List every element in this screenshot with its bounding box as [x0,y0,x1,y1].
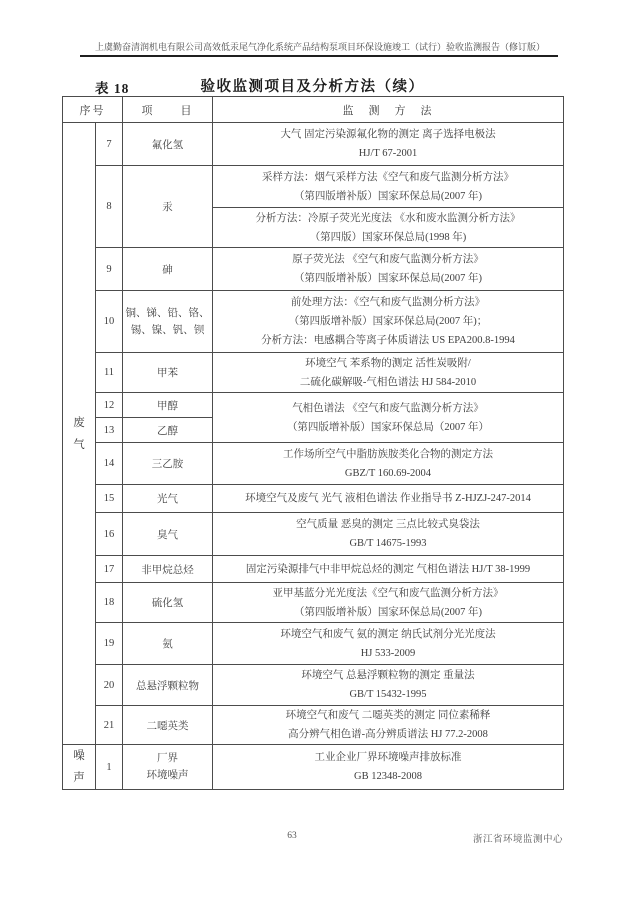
row-no-cell: 13 [96,418,123,443]
item-line: 环境噪声 [146,770,189,781]
column-header-no: 序号 [63,97,123,123]
table-row [63,123,564,166]
method-line: HJ/T 67-2001 [358,148,418,159]
page-header-title: 上虞勤奋清润机电有限公司高效低汞尾气净化系统产品结构泵项目环保设施竣工（试行）验收监测报告（修订版） [94,42,545,52]
monitoring-methods-table [62,96,564,790]
row-method-cell [213,123,564,166]
column-header-item: 项 目 [123,97,213,123]
row-item-cell: 臭气 [123,513,213,556]
method-line: 二硫化碳解吸-气相色谱法 HJ 584-2010 [299,376,477,388]
row-item-cell [123,291,213,353]
row-no-cell: 11 [96,353,123,393]
category-cell-noise [63,745,96,790]
table-row [63,443,564,485]
method-line: 亚甲基蓝分光光度法《空气和废气监测分析方法》 [272,587,504,599]
item-line: 厂界 [157,753,178,764]
row-method-cell [213,513,564,556]
method-line: 环境空气和废气 二噁英类的测定 同位素稀释 [285,710,491,721]
row-no-cell: 16 [96,513,123,556]
method-line: 环境空气 总悬浮颗粒物的测定 重量法 [301,670,475,681]
method-line: 环境空气 苯系物的测定 活性炭吸附/ [305,357,471,369]
row-method-cell [213,556,564,583]
table-row [63,353,564,393]
method-line: （第四版增补版）国家环保总局(2007 年) [293,606,483,618]
row-no-cell: 18 [96,583,123,623]
row-item-cell: 总悬浮颗粒物 [123,665,213,706]
table-row [63,248,564,291]
method-line: 工作场所空气中脂肪族胺类化合物的测定方法 [283,448,493,460]
table-row [63,513,564,556]
method-line: （第四版增补版）国家环保总局(2007 年)； [288,316,488,327]
row-method-cell [213,443,564,485]
table-header-row [63,97,564,123]
row-item-cell: 光气 [123,485,213,513]
category-label-waste-gas: 废气 [73,416,85,451]
header-divider-rule [80,55,558,57]
item-line: 锡、镍、钒、钡 [130,324,205,336]
footer-organization: 浙江省环境监测中心 [472,835,563,845]
row-no-cell: 19 [96,623,123,665]
row-method-cell [213,353,564,393]
method-line: 分析方法：冷原子荧光光度法 《水和废水监测分析方法》 [255,212,521,224]
row-method-cell [213,665,564,706]
row-no-cell: 15 [96,485,123,513]
row-no-cell: 21 [96,706,123,745]
row-item-cell: 甲醇 [123,393,213,418]
method-line: 采样方法：烟气采样方法《空气和废气监测分析方法》 [262,171,514,183]
row-item-cell: 非甲烷总烃 [123,556,213,583]
table-number-label: 表 18 [95,81,130,96]
item-line: 铜、锑、铅、铬、 [125,307,210,319]
method-line: GB 12348-2008 [354,771,422,782]
method-line: 环境空气及废气 光气 液相色谱法 作业指导书 Z-HJZJ-247-2014 [245,493,531,504]
method-line: GB/T 15432-1995 [349,689,427,700]
row-item-cell: 二噁英类 [123,706,213,745]
row-item-cell: 三乙胺 [123,443,213,485]
category-label-noise: 噪声 [73,750,85,784]
row-item-cell: 氟化氢 [123,123,213,166]
page-number: 63 [287,831,297,841]
row-no-cell: 14 [96,443,123,485]
row-item-cell: 汞 [123,166,213,248]
method-line: 空气质量 恶臭的测定 三点比较式臭袋法 [296,519,480,530]
method-line: （第四版增补版）国家环保总局(2007 年) [293,273,483,284]
table-row [63,665,564,706]
row-method-cell [213,485,564,513]
method-line: GB/T 14675-1993 [349,538,427,549]
row-no-cell: 12 [96,393,123,418]
row-no-cell: 7 [96,123,123,166]
row-method-cell [213,248,564,291]
method-line: 气相色谱法 《空气和废气监测分析方法》 [292,402,484,414]
row-method-cell [213,291,564,353]
row-item-cell: 甲苯 [123,353,213,393]
method-line: HJ 533-2009 [360,647,416,659]
row-method-cell [213,706,564,745]
row-method-cell [213,745,564,790]
category-cell-waste-gas [63,123,96,745]
row-method-cell [213,208,564,248]
table-row [63,706,564,745]
row-item-cell: 氨 [123,623,213,665]
row-no-cell: 10 [96,291,123,353]
method-line: GBZ/T 160.69-2004 [344,467,432,479]
method-line: 大气 固定污染源氟化物的测定 离子选择电极法 [280,129,496,140]
method-line: （第四版增补版）国家环保总局(2007 年) [293,190,483,202]
table-row [63,556,564,583]
row-item-cell: 乙醇 [123,418,213,443]
table-title: 验收监测项目及分析方法（续） [200,79,425,95]
method-line: （第四版）国家环保总局(1998 年) [309,231,467,243]
method-line: 固定污染源排气中非甲烷总烃的测定 气相色谱法 HJ/T 38-1999 [245,563,531,575]
row-no-cell: 20 [96,665,123,706]
method-line: 前处理方法：《空气和废气监测分析方法》 [290,297,486,308]
table-row [63,166,564,208]
row-no-cell: 9 [96,248,123,291]
table-row [63,583,564,623]
method-line: （第四版增补版）国家环保总局（2007 年） [286,421,490,433]
method-line: 工业企业厂界环境噪声排放标准 [314,752,462,763]
method-line: 环境空气和废气 氨的测定 纳氏试剂分光光度法 [280,628,496,640]
column-header-method: 监 测 方 法 [213,97,564,123]
table-row [63,485,564,513]
row-item-cell: 硫化氢 [123,583,213,623]
method-line: 原子荧光法 《空气和废气监测分析方法》 [292,254,484,265]
row-method-cell [213,583,564,623]
row-no-cell: 1 [96,745,123,790]
row-method-cell [213,166,564,208]
row-item-cell: 砷 [123,248,213,291]
row-no-cell: 17 [96,556,123,583]
method-line: 高分辨气相色谱-高分辨质谱法 HJ 77.2-2008 [288,729,488,740]
row-item-cell [123,745,213,790]
table-row [63,745,564,790]
method-line: 分析方法：电感耦合等离子体质谱法 US EPA200.8-1994 [261,335,515,346]
row-method-cell [213,623,564,665]
table-row [63,623,564,665]
row-method-cell [213,393,564,443]
row-no-cell: 8 [96,166,123,248]
table-row [63,291,564,353]
table-row [63,393,564,418]
